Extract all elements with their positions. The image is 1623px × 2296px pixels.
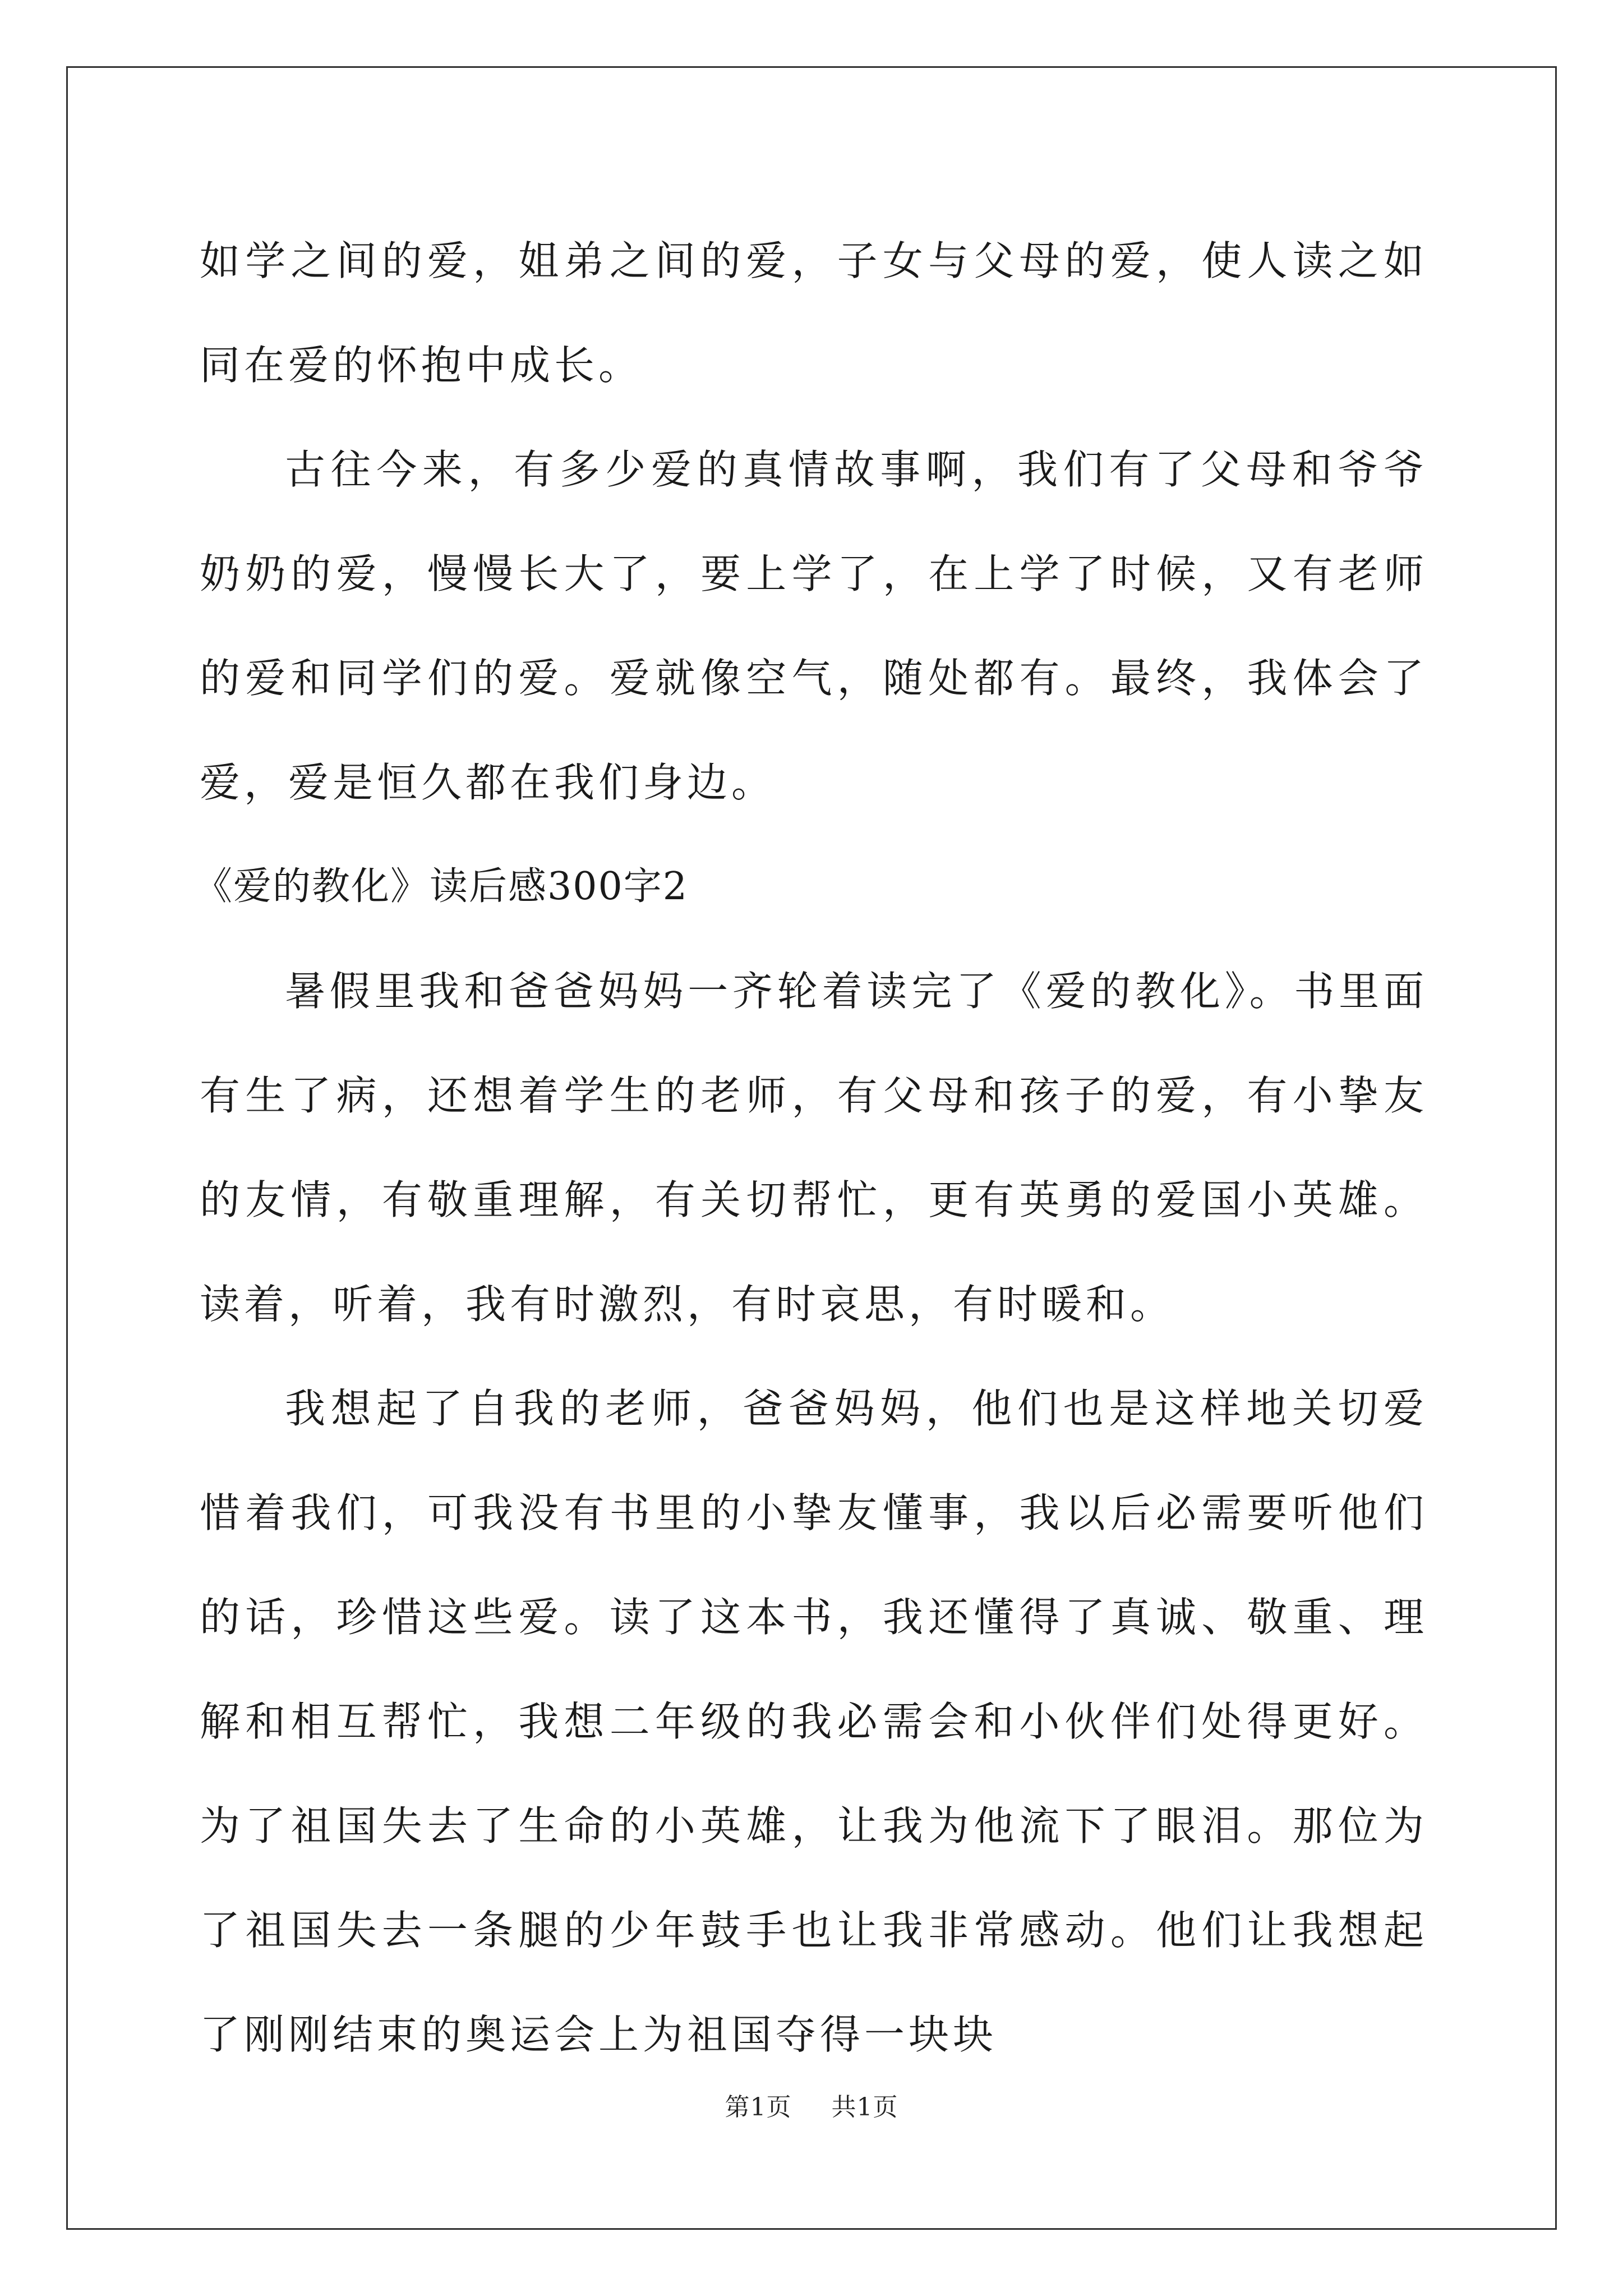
paragraph-1: 如学之间的爱，姐弟之间的爱，子女与父母的爱，使人读之如同在爱的怀抱中成长。 [200,237,1428,389]
paragraph-2: 古往今来，有多少爱的真情故事啊，我们有了父母和爷爷奶奶的爱，慢慢长大了，要上学了，在上学了时候，又有老师的爱和同学们的爱。爱就像空气，随处都有。最终，我体会了爱，爱是恒久都在我们身边。 [200,446,1428,806]
paragraph-4: 我想起了自我的老师，爸爸妈妈，他们也是这样地关切爱惜着我们，可我没有书里的小挚友懂事，我以后必需要听他们的话，珍惜这些爱。读了这本书，我还懂得了真诚、敬重、理解和相互帮忙，我想二年级的我必需会和小伙伴们处得更好。为了祖国失去了生命的小英雄，让我为他流下了眼泪。那位为了祖国失去一条腿的少年鼓手也让我非常感动。他们让我想起了刚刚结束的奥运会上为祖国夺得一块块 [200,1385,1428,2058]
page-total: 共1页 [831,2093,898,2122]
section-heading: 《爱的教化》读后感300字2 [194,864,689,909]
page-number: 第1页 [725,2093,792,2122]
paragraph-3: 暑假里我和爸爸妈妈一齐轮着读完了《爱的教化》。书里面有生了病，还想着学生的老师，有父母和孩子的爱，有小挚友的友情，有敬重理解，有关切帮忙，更有英勇的爱国小英雄。读着，听着，我有时激烈，有时哀思，有时暖和。 [200,968,1428,1328]
page-footer [0,2087,1623,2123]
